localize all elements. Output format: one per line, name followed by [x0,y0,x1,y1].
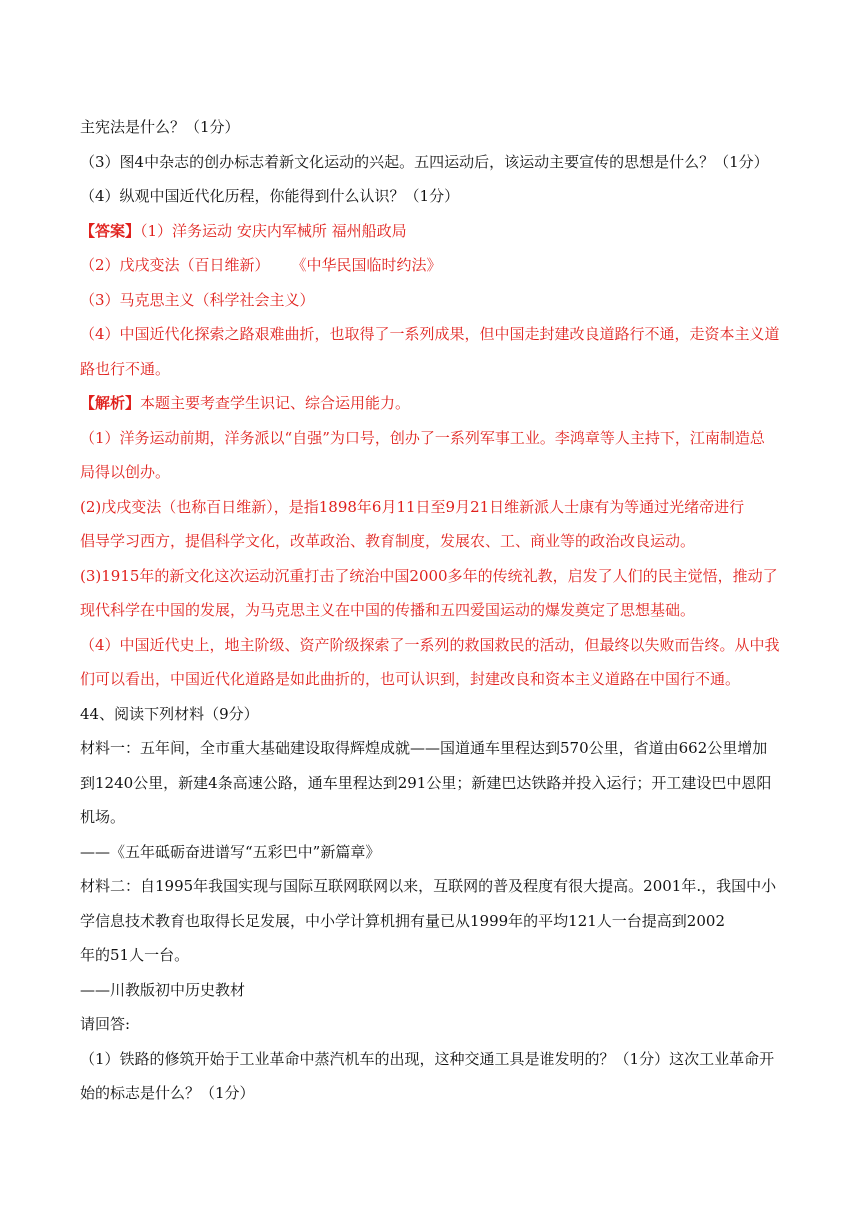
analysis-line: （4）中国近代史上，地主阶级、资产阶级探索了一系列的救国救民的活动，但最终以失败而告终。从中我 [80,635,780,654]
answer-line-4b: 路也行不通。 [80,359,171,378]
answer-line-1 [80,214,790,249]
analysis-line: （1）洋务运动前期，洋务派以“自强”为口号，创办了一系列军事工业。李鸿章等人主持下，江南制造总 [80,428,765,447]
answer-2-text: （2）戊戌变法（百日维新） [80,256,270,274]
material-2-source: ——川教版初中历史教材 [80,980,246,999]
analysis-line-intro [80,386,790,421]
material-2-line: 学信息技术教育也取得长足发展，中小学计算机拥有量已从1999年的平均121人一台提高到2002 [80,911,725,930]
question-3-line: （3）图4中杂志的创办标志着新文化运动的兴起。五四运动后，该运动主要宣传的思想是什么？（1分） [80,152,769,171]
answer-prompt: 请回答: [80,1015,131,1033]
answer-2-law: 《中华民国临时约法》 [291,256,442,274]
answer-line-4a: （4）中国近代化探索之路艰难曲折，也取得了一系列成果，但中国走封建改良道路行不通，走资本主义道 [80,325,780,343]
analysis-line: (2)戊戌变法（也称百日维新），是指1898年6月11日至9月21日维新派人士康有为等通过光绪帝进行 [80,497,745,516]
question-line: 主宪法是什么？（1分） [80,118,240,136]
analysis-line: (3)1915年的新文化这次运动沉重打击了统治中国2000多年的传统礼教，启发了人们的民主觉悟，推动了 [80,566,778,585]
material-1-line: 到1240公里，新建4条高速公路，通车里程达到291公里；新建巴达铁路并投入运行；开工建设巴中恩阳 [80,773,772,792]
question-4-line: （4）纵观中国近代化历程，你能得到什么认识？（1分） [80,187,460,205]
analysis-line: 现代科学在中国的发展，为马克思主义在中国的传播和五四爱国运动的爆发奠定了思想基础。 [80,601,696,619]
material-1-line: 材料一：五年间，全市重大基础建设取得辉煌成就——国道通车里程达到570公里，省道由662公里增加 [80,739,768,757]
analysis-label: 【解析】 [80,394,141,412]
subquestion-1-line: 始的标志是什么？（1分） [80,1084,255,1102]
analysis-intro: 本题主要考查学生识记、综合运用能力。 [140,394,411,412]
analysis-line: 局得以创办。 [80,463,171,481]
material-2-line: 年的51人一台。 [80,946,190,964]
material-1-line: 机场。 [80,808,126,826]
material-2-line: 材料二：自1995年我国实现与国际互联网联网以来，互联网的普及程度有很大提高。2001年.，我国中小 [80,877,777,895]
answer-1-text: （1）洋务运动 安庆内军械所 福州船政局 [140,221,407,240]
material-1-source: ——《五年砥砺奋进谱写“五彩巴中”新篇章》 [80,842,381,861]
answer-label: 【答案】 [80,221,141,240]
answer-line-3: （3）马克思主义（科学社会主义） [80,290,315,309]
subquestion-1-line: （1）铁路的修筑开始于工业革命中蒸汽机车的出现，这种交通工具是谁发明的？（1分）这次工业革命开 [80,1049,775,1068]
answer-line-2 [80,248,790,283]
analysis-line: 们可以看出，中国近代化道路是如此曲折的，也可认识到，封建改良和资本主义道路在中国行不通。 [80,670,741,688]
analysis-line: 倡导学习西方，提倡科学文化，改革政治、教育制度，发展农、工、商业等的政治改良运动。 [80,532,696,550]
question-44-title: 44、阅读下列材料（9分） [80,704,259,723]
document-page [80,110,790,1111]
